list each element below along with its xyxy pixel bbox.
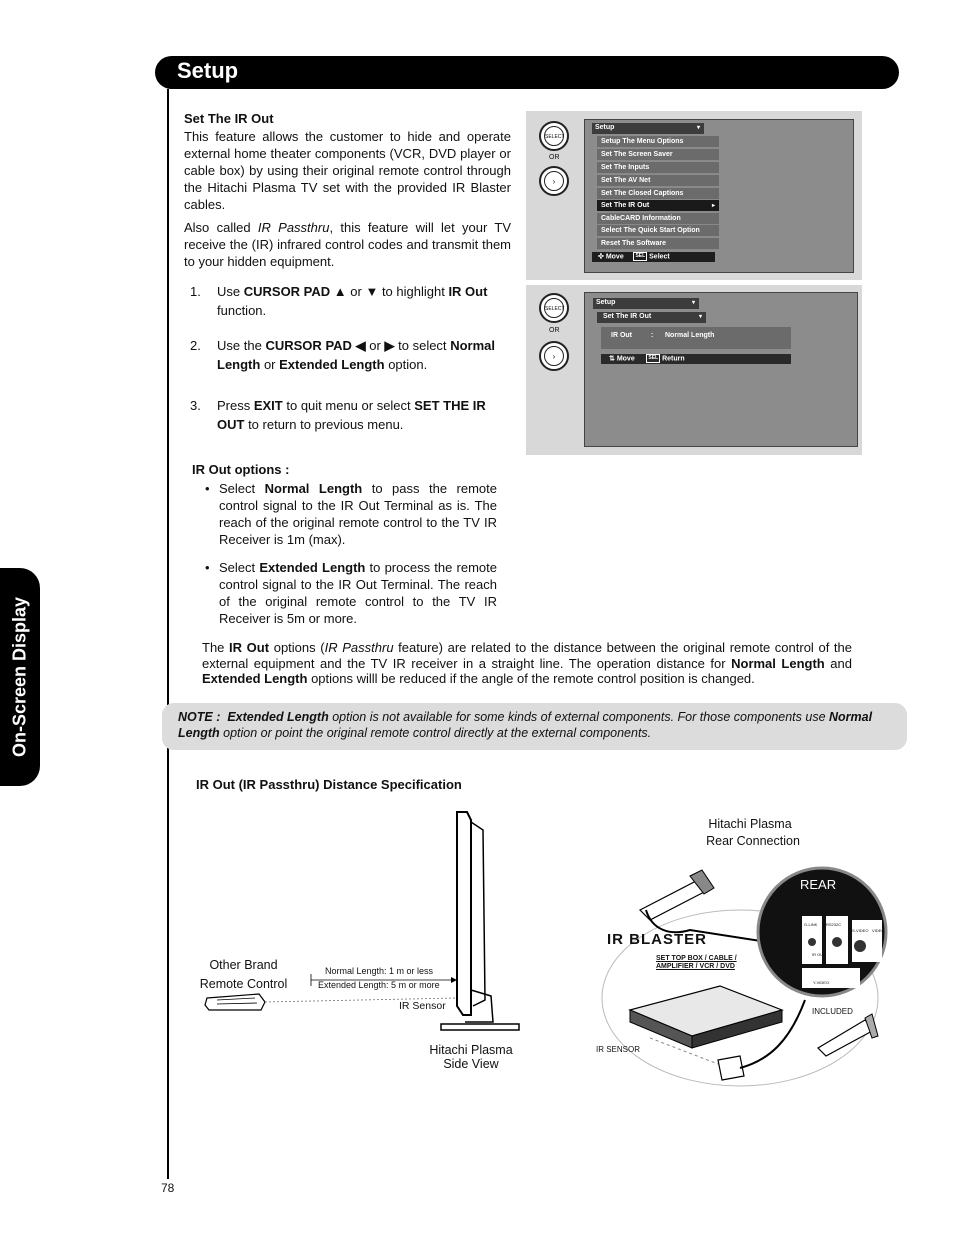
plasma-tv-side-icon [441,812,519,1030]
note-text: NOTE : Extended Length option is not available for some kinds of external components. For those components use Normal Length option or point the original remote control directly at the external components. [178,710,873,740]
submenu-screenshot-panel [526,285,862,455]
jack-label: Y-VIDEO [813,980,830,985]
or-label: OR [549,327,560,334]
menu-title: Setup ▾ [593,298,699,309]
jack-label: G-LINK [804,922,818,927]
menu-item[interactable]: Setup The Menu Options [597,136,719,148]
rear-badge: REAR [800,877,837,892]
menu-item[interactable]: Set The AV Net [597,175,719,187]
jack-label: VIDEO [872,928,885,933]
ir-sensor-label: IR Sensor [399,1000,446,1012]
step-1: 1. Use CURSOR PAD ▲ or ▼ to highlight IR Out function. [190,284,488,318]
menu-item[interactable]: Reset The Software [597,238,719,250]
option-normal-length: • Select Normal Length to pass the remote control signal to the IR Out Terminal as is. The reach of the original remote control to the TV IR Receiver is 1m (max). [205,481,498,547]
side-view-caption-1: Hitachi Plasma [429,1043,513,1057]
ir-out-value[interactable]: Normal Length [665,332,715,339]
menu-item[interactable]: Set The Inputs [597,162,719,174]
rear-caption-1: Hitachi Plasma [708,817,792,831]
step-3: 3. Press EXIT to quit menu or select SET THE IR OUT to return to previous menu. [190,398,486,432]
remote-control-icon [205,994,265,1010]
margin-rule [167,89,169,1179]
ir-sensor-caps-label: IR SENSOR [596,1045,641,1054]
menu-item[interactable]: Set The Closed Captions [597,188,719,200]
menu-title: Setup ▾ [592,123,704,134]
or-label: OR [549,154,560,161]
submenu-title: Set The IR Out ▾ [597,312,706,323]
ir-out-row[interactable] [601,327,791,349]
submenu-footer: ⇅ Move SEL Return [601,354,791,364]
stb-label-2: AMPLIFIER / VCR / DVD [656,963,735,970]
ir-out-sep: : [651,332,654,339]
menu-footer: ✣ Move SEL Select [592,252,715,262]
cursor-pad-icon: › [539,341,569,371]
page-number: 78 [161,1181,175,1195]
rear-caption-2: Rear Connection [706,834,800,848]
ir-blaster-label: IR BLASTER [607,931,707,948]
jack-label: IR OUT [812,952,826,957]
options-heading: IR Out options : [192,462,290,477]
cursor-pad-icon: › [539,166,569,196]
menu-item[interactable]: Set The Screen Saver [597,149,719,161]
remote-control-label: Remote Control [199,977,288,991]
rear-connection-diagram [590,860,890,1090]
normal-length-label: Normal Length: 1 m or less [325,966,434,976]
stb-label-1: SET TOP BOX / CABLE / [656,955,737,962]
other-brand-label: Other Brand [209,958,278,972]
menu-item[interactable]: Select The Quick Start Option [597,225,719,237]
ir-out-label: IR Out [611,332,632,339]
spec-title: IR Out (IR Passthru) Distance Specification [196,777,462,792]
menu-item-selected[interactable]: Set The IR Out ▸ [597,200,719,212]
note-box [162,703,907,750]
side-tab [0,568,40,786]
jack-label: S-VIDEO [852,928,869,933]
included-label: INCLUDED [812,1007,853,1016]
jack-label: RS232C [826,922,842,927]
distance-paragraph: The IR Out options (IR Passthru feature) are related to the distance between the original remote control of the external equipment and the TV IR receiver in a straight line. The operation distance for Normal Length and Extended Length options willl be reduced if the angle of the remote control position is changed. [202,640,853,686]
intro-paragraph: This feature allows the customer to hide and operate external home theater components (VCR, DVD player or cable box) by using their original remote control through the Hitachi Plasma TV set with the provided IR Blaster cables. [184,129,511,212]
side-tab-label: On-Screen Display [9,596,30,758]
menu-item[interactable]: CableCARD Information [597,213,719,225]
passthru-paragraph: Also called IR Passthru, this feature will let your TV receive the (IR) infrared control codes and transmit them to your hidden equipment. [184,220,512,269]
side-view-caption-2: Side View [443,1057,499,1071]
option-extended-length: • Select Extended Length to process the remote control signal to the IR Out Terminal. The reach of the original remote control to the TV IR Receiver is 5m or more. [205,560,498,626]
page-title: Setup [177,58,239,83]
select-button-icon: SELECT [539,121,569,151]
header-bar [155,56,899,89]
extended-length-label: Extended Length: 5 m or more [318,980,440,990]
select-button-icon: SELECT [539,293,569,323]
step-2: 2. Use the CURSOR PAD ◀ or ▶ to select Normal Length or Extended Length option. [190,338,495,372]
section-heading: Set The IR Out [184,111,274,126]
